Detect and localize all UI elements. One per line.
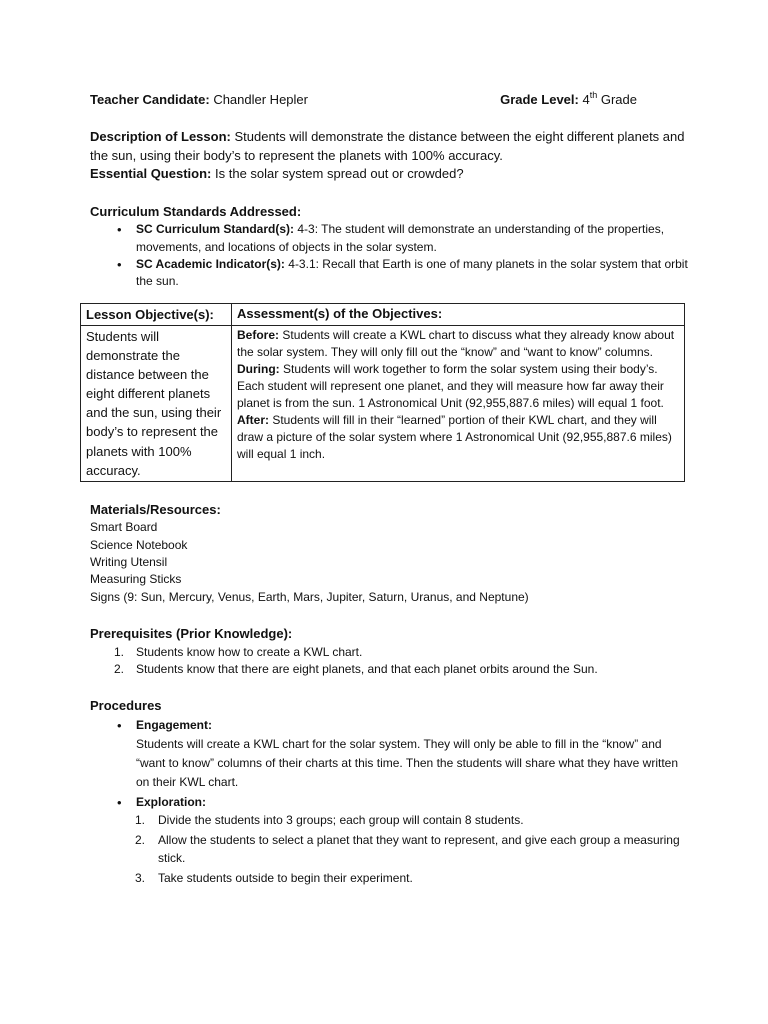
teacher-name: Chandler Hepler [213, 92, 308, 107]
procedures-list-2 [90, 793, 690, 812]
objectives-table [80, 303, 685, 482]
indicator-label: SC Academic Indicator(s): [136, 257, 285, 272]
standard-text: 4-3: The student will demonstrate an understanding of the properties, movements, and locations of objects in the solar system. [136, 222, 665, 254]
prerequisites-heading: Prerequisites (Prior Knowledge): [90, 626, 293, 642]
step-text: Allow the students to select a planet that they want to represent, and give each group a measuring stick. [158, 833, 680, 865]
teacher-candidate [90, 91, 308, 109]
assessment-after [237, 412, 679, 463]
step-number: 3. [135, 871, 146, 886]
list-item: Signs (9: Sun, Mercury, Venus, Earth, Mars, Jupiter, Saturn, Uranus, and Neptune) [90, 589, 529, 604]
list-item [90, 812, 690, 829]
step-number: 2. [135, 833, 146, 848]
assessment-col-header: Assessment(s) of the Objectives: [237, 305, 443, 321]
header-row [90, 91, 690, 109]
after-text: Students will fill in their “learned” portion of their KWL chart, and they will draw a picture of the solar system where 1 Astronomical Unit (92,955,887.6 miles) will equal 1 inch. [237, 413, 672, 462]
after-label: After: [237, 413, 269, 428]
standards-list [90, 221, 690, 291]
grade-suffix: th [589, 89, 598, 100]
engagement-label: Engagement: [136, 717, 213, 732]
objective-col-header: Lesson Objective(s): [86, 306, 214, 322]
objective-cell: Students will demonstrate the distance between the eight different planets and the sun, using their body’s to represent the planets with 100% accuracy. [81, 325, 232, 481]
list-item: Measuring Sticks [90, 572, 182, 587]
indicator-text: 4-3.1: Recall that Earth is one of many planets in the solar system that orbit the sun. [136, 257, 688, 289]
procedures-heading: Procedures [90, 698, 162, 714]
table-header-row [81, 303, 685, 325]
description [90, 128, 690, 165]
procedures-list [90, 716, 690, 735]
standards-heading: Curriculum Standards Addressed: [90, 203, 302, 219]
list-item [90, 832, 690, 867]
list-item: Science Notebook [90, 537, 188, 552]
exploration-item [90, 793, 690, 812]
step-number: 1. [135, 812, 146, 827]
exploration-label: Exploration: [136, 794, 207, 809]
engagement-text: Students will create a KWL chart for the solar system. They will only be able to fill in the “know” and “want to know” columns of their charts at this time. Then the students will share what they have written on their KWL chart. [136, 737, 679, 790]
item-number: 2. [114, 662, 125, 677]
teacher-label: Teacher Candidate: [90, 92, 210, 107]
assessment-before [237, 327, 679, 361]
before-label: Before: [237, 327, 280, 342]
step-text: Divide the students into 3 groups; each group will contain 8 students. [158, 812, 524, 827]
exploration-steps [90, 812, 690, 888]
prerequisites-list [90, 644, 690, 679]
standard-label: SC Curriculum Standard(s): [136, 222, 295, 237]
assessment-during [237, 361, 679, 412]
assessment-cell [232, 325, 685, 481]
during-label: During: [237, 362, 280, 376]
list-item [90, 221, 690, 256]
grade-label: Grade Level: [500, 92, 579, 107]
list-item: Smart Board [90, 520, 158, 535]
item-text: Students know how to create a KWL chart. [136, 644, 363, 659]
essential-label: Essential Question: [90, 166, 212, 182]
materials-heading: Materials/Resources: [90, 501, 221, 517]
list-item [90, 661, 690, 678]
description-text: Students will demonstrate the distance between the eight different planets and the sun, using their body’s to represent the planets with 100% accuracy. [90, 129, 685, 163]
lesson-plan [86, 89, 690, 887]
essential-question [90, 165, 690, 183]
list-item [90, 644, 690, 661]
step-text: Take students outside to begin their experiment. [158, 871, 413, 886]
essential-text: Is the solar system spread out or crowded? [215, 166, 464, 182]
grade-word: Grade [600, 92, 637, 107]
list-item [90, 256, 690, 291]
materials-list [90, 519, 690, 606]
before-text: Students will create a KWL chart to discuss what they already know about the solar system. They will only fill out the “know” and “want to know” columns. [237, 327, 675, 359]
table-row [81, 325, 685, 481]
during-text: Students will work together to form the solar system using their body’s. Each student will represent one planet, and they will measure how far away their planet is from the sun. 1 Astronomical Unit (92,955,887.6 miles) will equal 1 foot. [237, 362, 664, 411]
grade-level [500, 91, 637, 109]
item-number: 1. [114, 644, 125, 659]
grade-number: 4 [582, 92, 590, 107]
list-item: Writing Utensil [90, 555, 168, 570]
description-label: Description of Lesson: [90, 129, 231, 145]
list-item [90, 870, 690, 887]
item-text: Students know that there are eight planets, and that each planet orbits around the Sun. [136, 662, 598, 677]
engagement-item [90, 716, 690, 735]
